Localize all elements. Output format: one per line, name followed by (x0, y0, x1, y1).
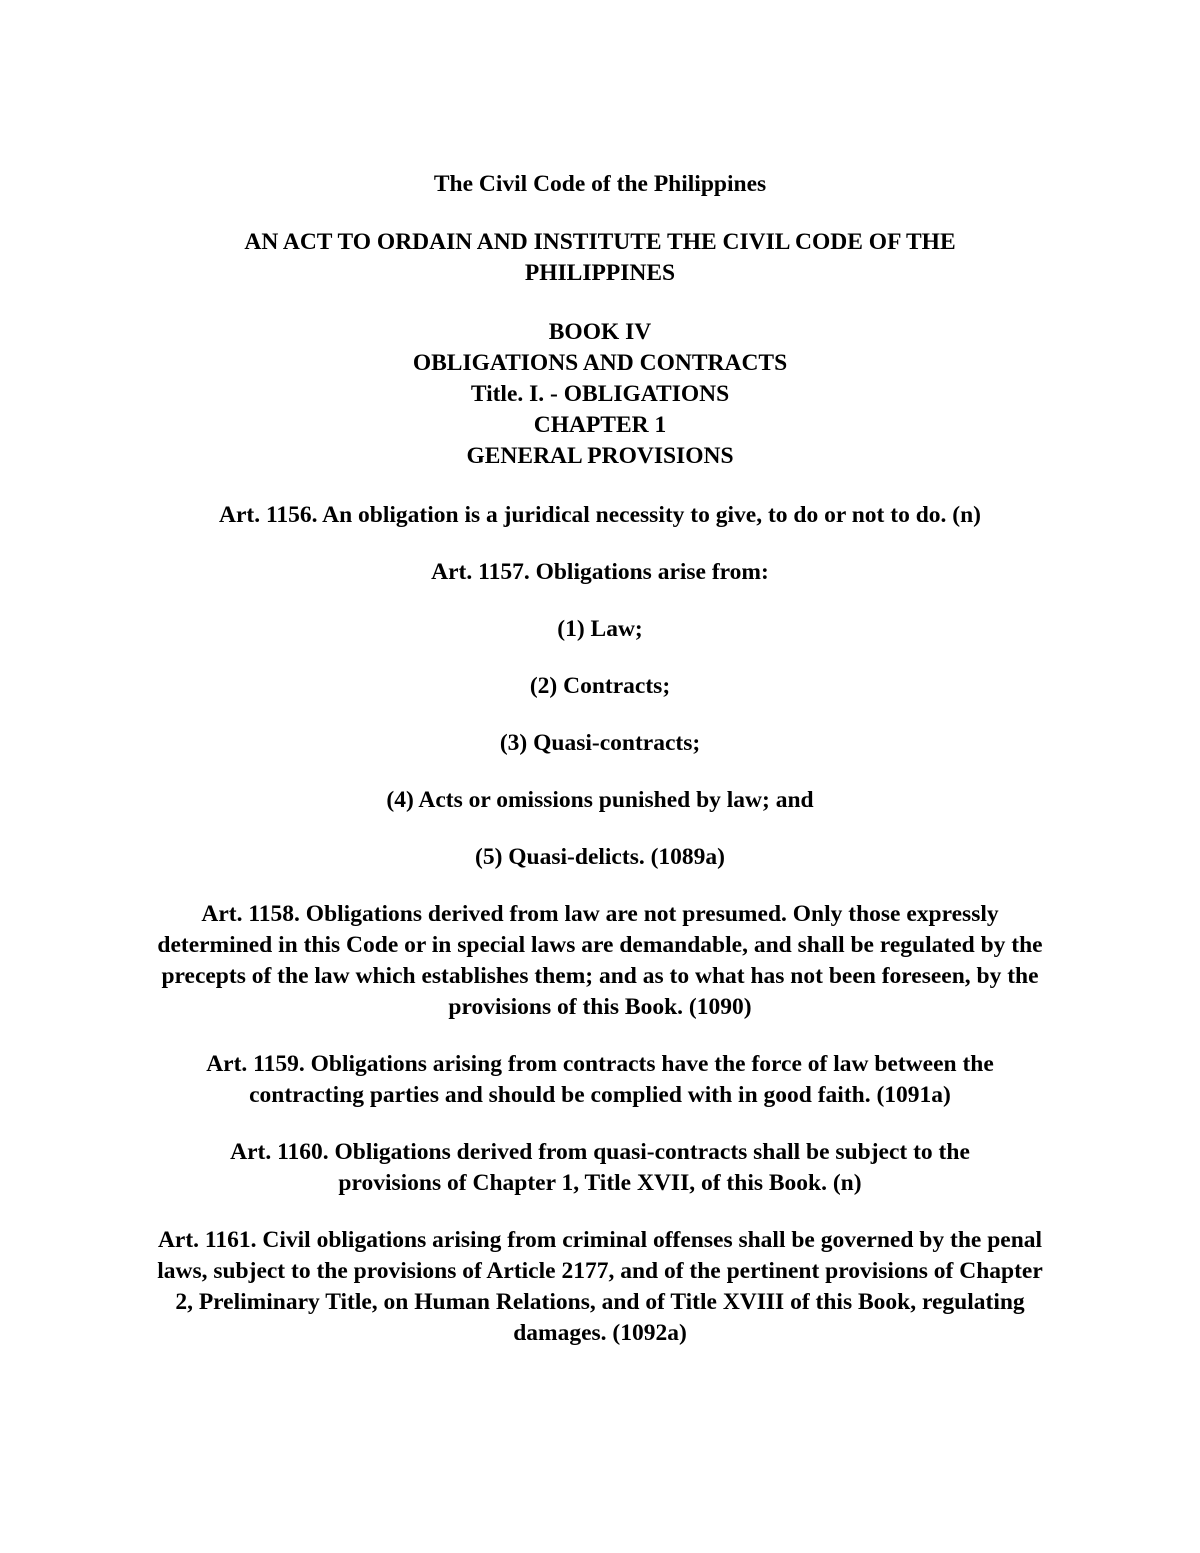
article-1159: Art. 1159. Obligations arising from contracts have the force of law between the contracting parties and should be complied with in good faith. (1091a) (206, 1051, 994, 1108)
title-heading: Title. I. - OBLIGATIONS (470, 381, 730, 407)
article-1160: Art. 1160. Obligations derived from quasi-contracts shall be subject to the provisions of Chapter 1, Title XVII, of this Book. (n) (230, 1139, 970, 1196)
article-1157-item: (5) Quasi-delicts. (1089a) (475, 844, 725, 870)
book-title: OBLIGATIONS AND CONTRACTS (412, 350, 788, 376)
article-1157-item: (4) Acts or omissions punished by law; and (386, 787, 814, 813)
article-1157: Art. 1157. Obligations arise from: (431, 559, 769, 585)
article-1158: Art. 1158. Obligations derived from law are not presumed. Only those expressly determined in this Code or in special laws are demandable, and shall be regulated by the precepts of the law which establishes them; and as to what has not been foreseen, by the provisions of this Book. (1090) (157, 901, 1043, 1020)
article-1157-item: (1) Law; (557, 616, 643, 642)
article-1161: Art. 1161. Civil obligations arising from criminal offenses shall be governed by the penal laws, subject to the provisions of Article 2177, and of the pertinent provisions of Chapter 2, Preliminary Title, on Human Relations, and of Title XVIII of this Book, regulating damages. (1092a) (157, 1227, 1043, 1346)
chapter-number: CHAPTER 1 (533, 412, 667, 438)
book-number: BOOK IV (548, 319, 652, 345)
act-title: AN ACT TO ORDAIN AND INSTITUTE THE CIVIL CODE OF THE PHILIPPINES (244, 229, 956, 286)
article-1157-item: (2) Contracts; (529, 673, 671, 699)
article-1156: Art. 1156. An obligation is a juridical necessity to give, to do or not to do. (n) (218, 502, 982, 528)
book-heading-block (150, 317, 1050, 472)
document-title: The Civil Code of the Philippines (433, 171, 767, 197)
chapter-title: GENERAL PROVISIONS (466, 443, 734, 469)
article-1157-item: (3) Quasi-contracts; (499, 730, 701, 756)
document-body (150, 169, 1050, 1375)
